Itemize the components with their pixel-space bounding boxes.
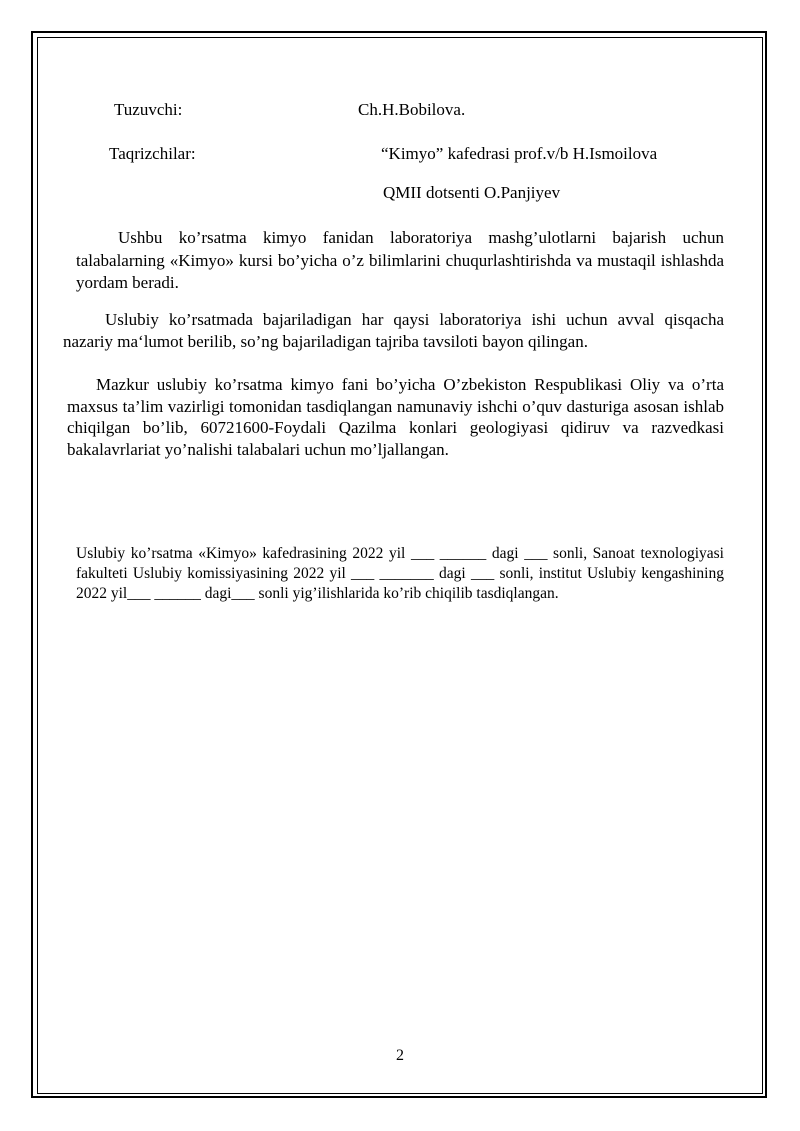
compiler-name: Ch.H.Bobilova. (358, 100, 466, 119)
reviewers-label: Taqrizchilar: (109, 144, 196, 163)
paragraph-curriculum: Mazkur uslubiy ko’rsatma kimyo fani bo’yicha O’zbekiston Respublikasi Oliy va o’rta maxsus ta’lim vazirligi tomonidan tasdiqlangan namunaviy ishchi o’quv dasturiga asosan ishlab chiqilgan bo’lib, 60721600-Foydali Qazilma konlari geologiyasi qidiruv va razvedkasi bakalavrlariat yo’nalishi talabalari uchun mo’ljallangan. (67, 375, 724, 459)
reviewer-2: QMII dotsenti O.Panjiyev (383, 183, 561, 202)
paragraph-purpose: Ushbu ko’rsatma kimyo fanidan laboratoriya mashg’ulotlarni bajarish uchun talabalarning «Kimyo» kursi bo’yicha o’z bilimlarini chuqurlashtirishda va mustaqil ishlashda yordam beradi. (76, 228, 724, 292)
compiler-label: Tuzuvchi: (114, 100, 183, 119)
page-number: 2 (396, 1047, 404, 1064)
reviewer-1: “Kimyo” kafedrasi prof.v/b H.Ismoilova (381, 144, 658, 163)
paragraph-structure: Uslubiy ko’rsatmada bajariladigan har qaysi laboratoriya ishi uchun avval qisqacha nazariy ma‘lumot berilib, so’ng bajariladigan tajriba tavsiloti bayon qilingan. (63, 310, 724, 351)
approval-note: Uslubiy ko’rsatma «Kimyo» kafedrasining 2022 yil ___ ______ dagi ___ sonli, Sanoat texnologiyasi fakulteti Uslubiy komissiyasining 2022 yil ___ _______ dagi ___ sonli, institut Uslubiy kengashining 2022 yil___ ______ dagi___ sonli yig’ilishlarida ko’rib chiqilib tasdiqlangan. (76, 545, 724, 602)
